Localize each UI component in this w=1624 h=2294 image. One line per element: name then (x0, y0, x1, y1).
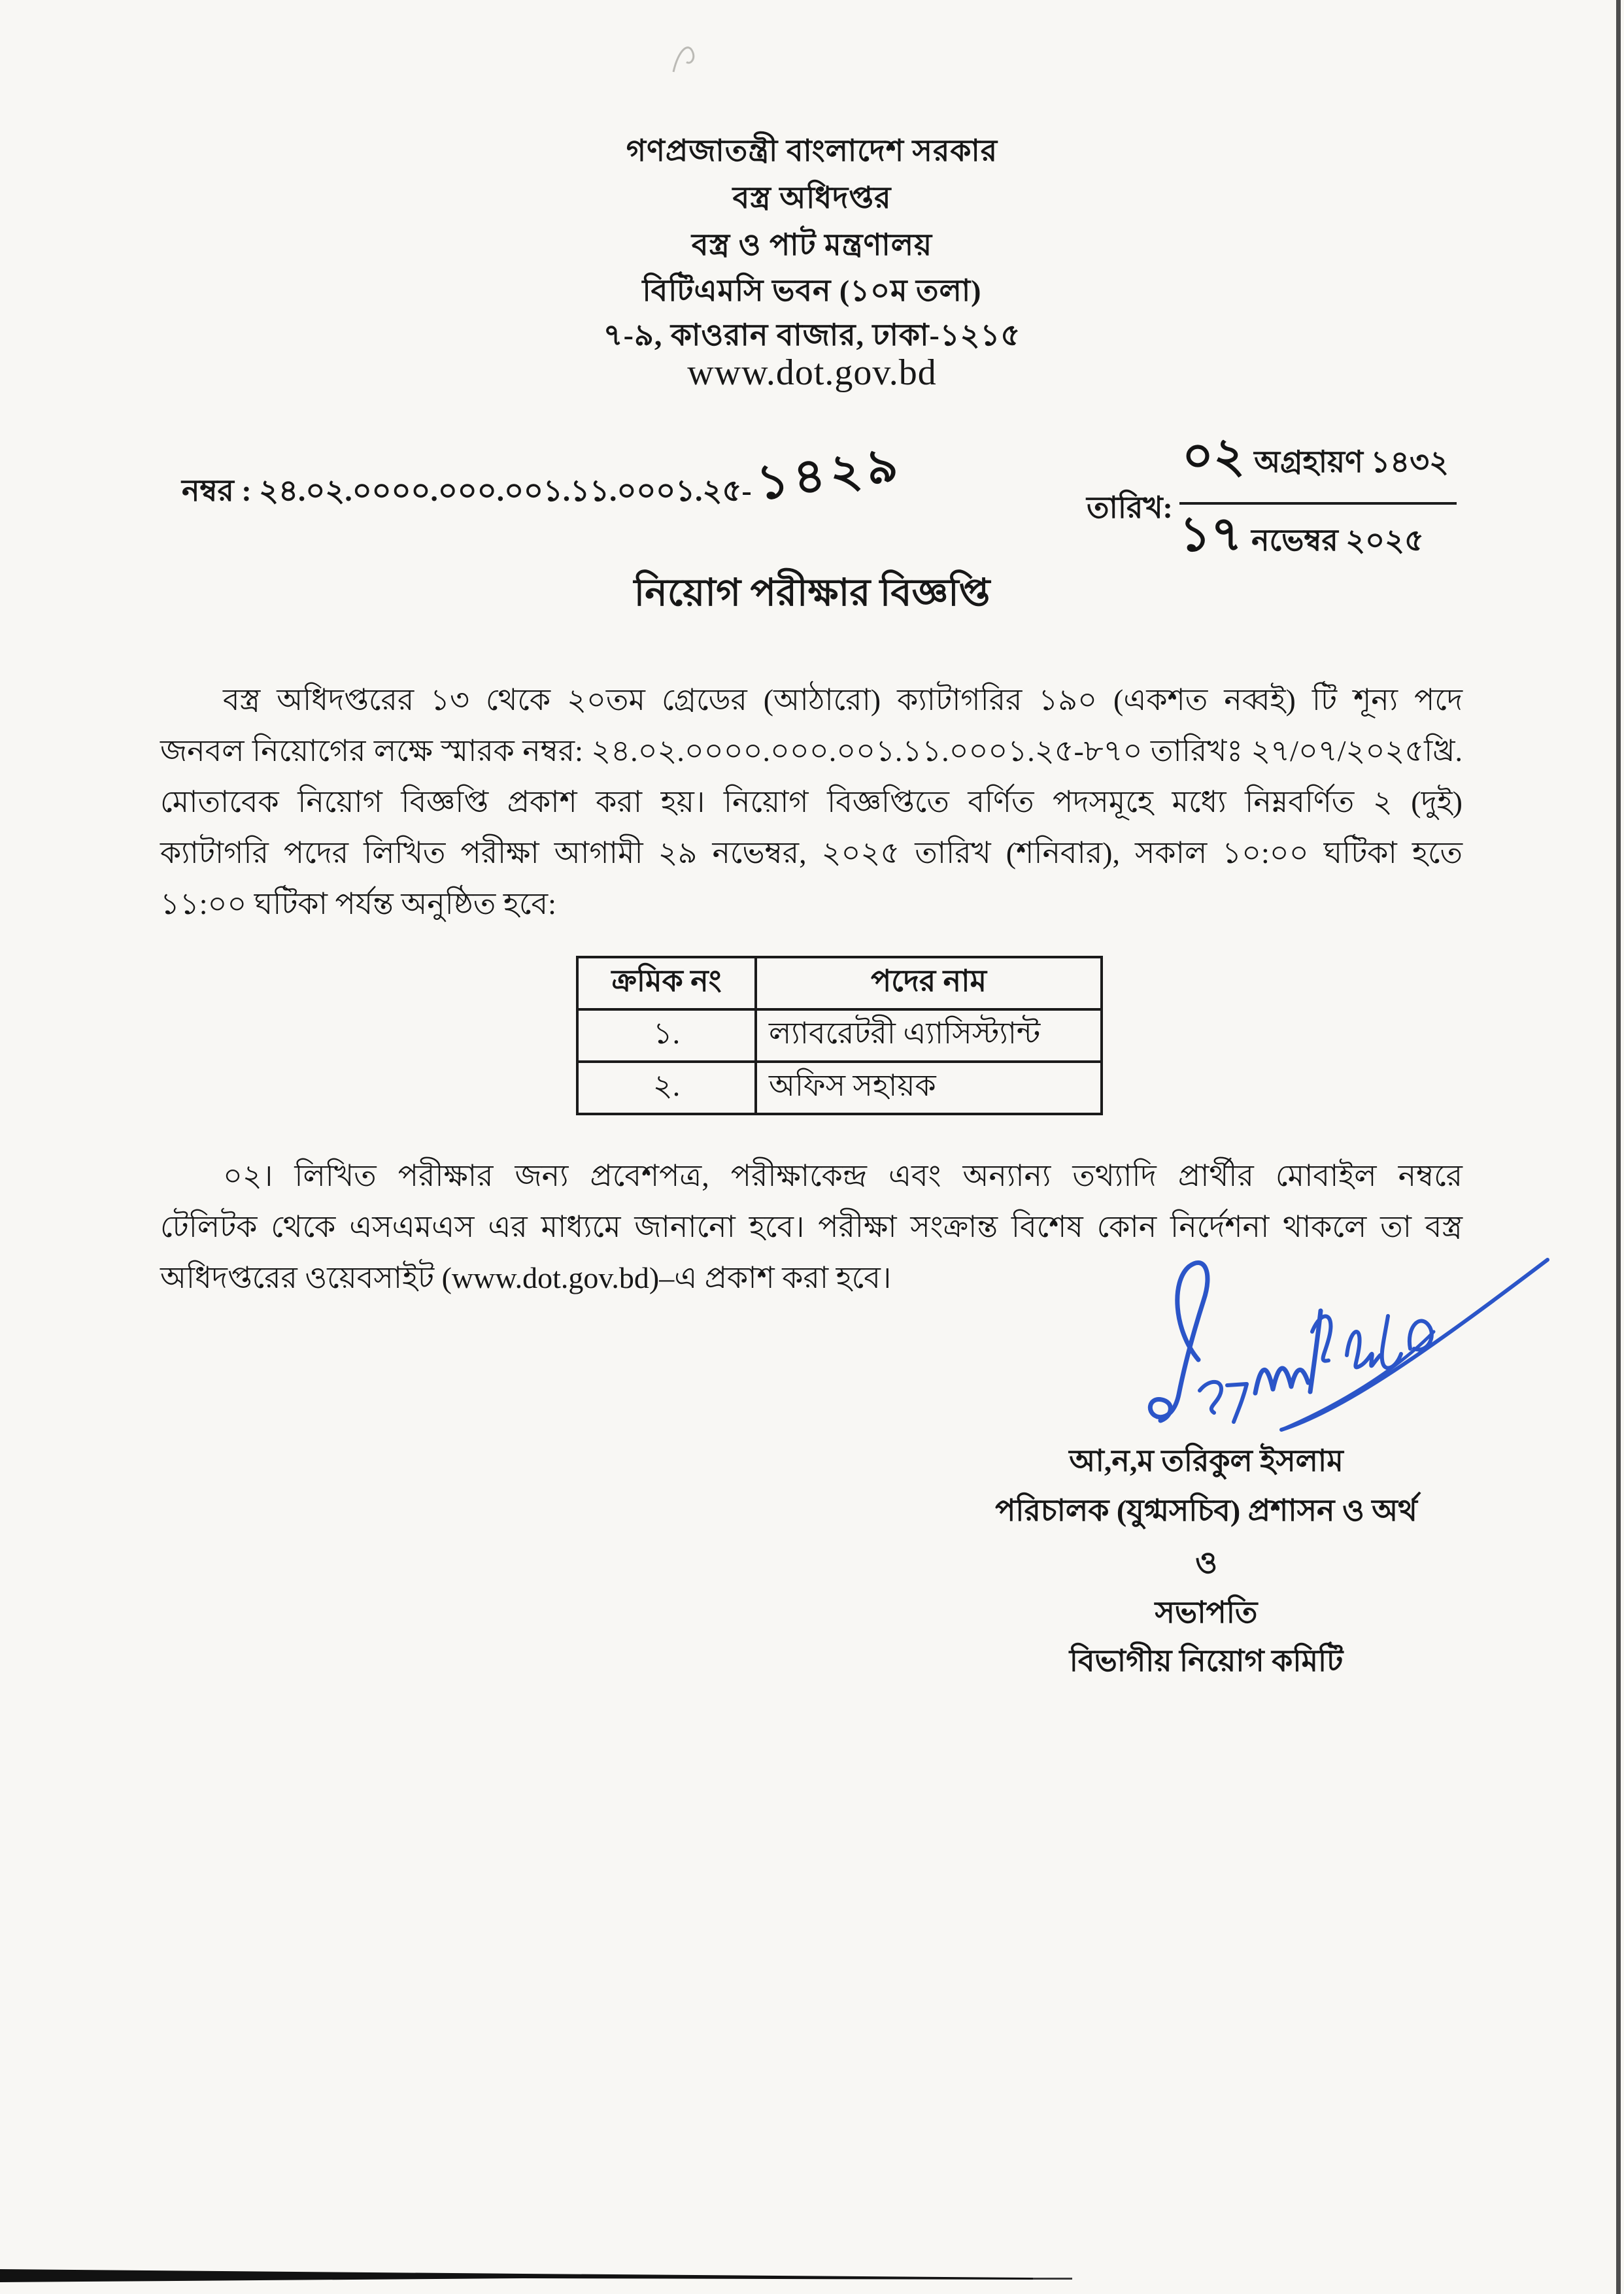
para1-line-3: মোতাবেক নিয়োগ বিজ্ঞপ্তি প্রকাশ করা হয়। নিয়োগ বিজ্ঞপ্তিতে বর্ণিত পদসমূহে মধ্যে নিম্নবর্ণিত ২ (দুই) (160, 785, 1463, 818)
letterhead-address-line: ৭-৯, কাওরান বাজার, ঢাকা-১২১৫ (603, 318, 1021, 352)
row2-post: অফিস সহায়ক (756, 1062, 1102, 1114)
date-bangla-line (1182, 430, 1449, 489)
row2-serial: ২. (577, 1062, 756, 1114)
para2-line-1: ০২। লিখিত পরীক্ষার জন্য প্রবেশপত্র, পরীক্ষাকেন্দ্র এবং অন্যান্য তথ্যাদি প্রার্থীর মোবাইল নম্বরে (223, 1159, 1463, 1192)
letterhead-department-line: বস্ত্র অধিদপ্তর (732, 181, 892, 214)
letterhead-ministry-line: বস্ত্র ও পাট মন্ত্রণালয় (691, 228, 933, 261)
para1-line-1: বস্ত্র অধিদপ্তরের ১৩ থেকে ২০তম গ্রেডের (আঠারো) ক্যাটাগরির ১৯০ (একশত নব্বই) টি শূন্য পদে (223, 683, 1463, 717)
para1-line-5: ১১:০০ ঘটিকা পর্যন্ত অনুষ্ঠিত হবে: (160, 887, 556, 920)
date-gregorian-rest: নভেম্বর ২০২৫ (1251, 524, 1424, 557)
letterhead-government-line: গণপ্রজাতন্ত্রী বাংলাদেশ সরকার (626, 134, 998, 167)
row1-post: ল্যাবরেটরী এ্যাসিস্ট্যান্ট (756, 1009, 1102, 1062)
date-gregorian-line (1179, 508, 1424, 567)
date-label: তারিখ: (1087, 491, 1173, 524)
header-post-name: পদের নাম (756, 957, 1102, 1009)
scan-edge-right (1616, 0, 1621, 2294)
para2-line-3: অধিদপ্তরের ওয়েবসাইট (www.dot.gov.bd)–এ প্রকাশ করা হবে। (160, 1261, 892, 1294)
date-bangla-day-handwritten: ০২ (1182, 430, 1245, 483)
signatory-name: আ,ন,ম তরিকুল ইসলাম (1069, 1444, 1344, 1477)
table-row (577, 1009, 1102, 1062)
signatory-role: সভাপতি (1155, 1596, 1258, 1629)
scan-edge-bottom (0, 2262, 1111, 2294)
date-bangla-rest: অগ্রহায়ণ ১৪৩২ (1254, 445, 1449, 479)
row1-serial: ১. (577, 1009, 756, 1062)
memo-number-handwritten: ১৪২৯ (753, 437, 907, 511)
table-row (577, 1062, 1102, 1114)
signatory-committee: বিভাগীয় নিয়োগ কমিটি (1069, 1644, 1344, 1678)
signatory-designation: পরিচালক (যুগ্মসচিব) প্রশাসন ও অর্থ (995, 1494, 1417, 1527)
posts-table-header-row (577, 957, 1102, 1009)
header-serial-no: ক্রমিক নং (577, 957, 756, 1009)
signature-ink (1121, 1245, 1559, 1448)
signatory-conjunction: ও (1195, 1546, 1217, 1579)
posts-table (576, 956, 1103, 1115)
letterhead-website: www.dot.gov.bd (687, 352, 937, 393)
letterhead-building-line: বিটিএমসি ভবন (১০ম তলা) (642, 274, 982, 307)
page-title: নিয়োগ পরীক্ষার বিজ্ঞপ্তি (634, 571, 990, 614)
para1-line-4: ক্যাটাগরি পদের লিখিত পরীক্ষা আগামী ২৯ নভেম্বর, ২০২৫ তারিখ (শনিবার), সকাল ১০:০০ ঘটিকা হতে (160, 836, 1463, 869)
date-gregorian-day-handwritten: ১৭ (1179, 508, 1243, 562)
para1-line-2: জনবল নিয়োগের লক্ষে স্মারক নম্বর: ২৪.০২.০০০০.০০০.০০১.১১.০০০১.২৫-৮৭০ তারিখঃ ২৭/০৭/২০২৫খ্রি. (160, 734, 1463, 767)
scan-speck-artifact (667, 36, 706, 82)
memo-number-label: নম্বর : ২৪.০২.০০০০.০০০.০০১.১১.০০০১.২৫- (182, 474, 752, 507)
para2-line-2: টেলিটক থেকে এসএমএস এর মাধ্যমে জানানো হবে। পরীক্ষা সংক্রান্ত বিশেষ কোন নির্দেশনা থাকলে তা বস্ত্র (160, 1210, 1463, 1243)
date-fraction-rule (1179, 502, 1457, 505)
